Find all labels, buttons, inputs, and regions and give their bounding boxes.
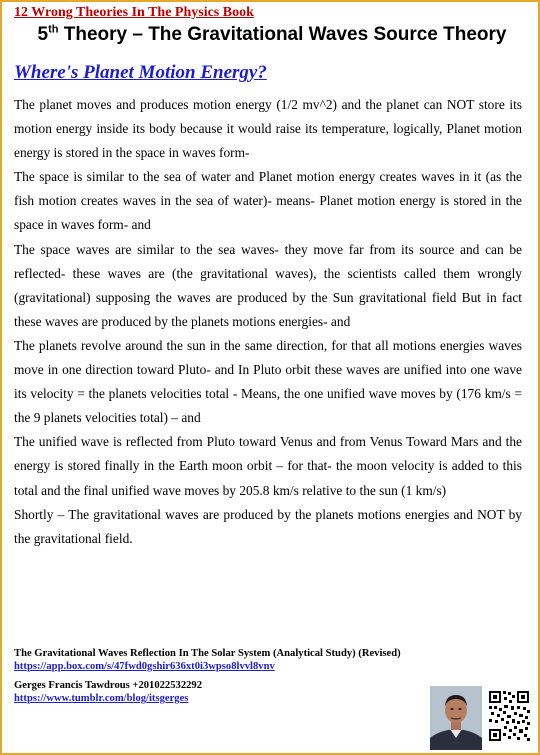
theory-title-text: Theory – The Gravitational Waves Source Theory (58, 24, 507, 45)
study-link[interactable]: https://app.box.com/s/47fwd0gshir636xt0i3wpso8lvvl8vnv (14, 661, 275, 672)
blog-link[interactable]: https://www.tumblr.com/blog/itsgerges (14, 693, 189, 704)
paragraph: The planets revolve around the sun in the same direction, for that all motions energies waves move in one direction toward Pluto- and In Pluto orbit these waves are unified into one wave its velocity = the planets velocities total - Means, the one unified wave moves by (176 km/s = the 9 planets velocities total) – and (14, 337, 522, 426)
author-line: Gerges Francis Tawdrous +201022532292 (14, 680, 203, 691)
body-text (14, 93, 522, 551)
paragraph: The unified wave is reflected from Pluto toward Venus and from Venus Toward Mars and the energy is stored finally in the Earth moon orbit – for that- the moon velocity is added to this total and the final unified wave moves by 205.8 km/s relative to the sun (1 km/s) (14, 434, 522, 498)
theory-title-number: 5 (37, 24, 49, 45)
author-portrait-image (430, 686, 482, 750)
section-heading: Where's Planet Motion Energy? (14, 62, 267, 83)
footer (14, 647, 414, 705)
book-title-link[interactable]: 12 Wrong Theories In The Physics Book (14, 5, 254, 20)
theory-title-ordinal-suffix: th (48, 23, 59, 36)
study-title: The Gravitational Waves Reflection In The Solar System (Analytical Study) (Revised) (14, 648, 401, 659)
paragraph: Shortly – The gravitational waves are produced by the planets motions energies and NOT by the gravitational field. (14, 506, 522, 546)
paragraph: The planet moves and produces motion energy (1/2 mv^2) and the planet can NOT store its motion energy inside its body because it would raise its temperature, logically, Planet motion energy is stored in the space in waves form- (14, 97, 522, 161)
paragraph: The space is similar to the sea of water and Planet motion energy creates waves in it (as the fish motion creates waves in the sea of water)- means- Planet motion energy is stored in the space in waves form- and (14, 169, 522, 233)
theory-title (2, 24, 540, 46)
paragraph: The space waves are similar to the sea waves- they move far from its source and can be reflected- these waves are (the gravitational waves), the scientists called them wrongly (gravitational) supposing the waves are produced by the Sun gravitational field But in fact these waves are produced by the planets motions energies- and (14, 241, 522, 329)
qr-code-icon (488, 690, 530, 742)
author-portrait (430, 686, 482, 750)
